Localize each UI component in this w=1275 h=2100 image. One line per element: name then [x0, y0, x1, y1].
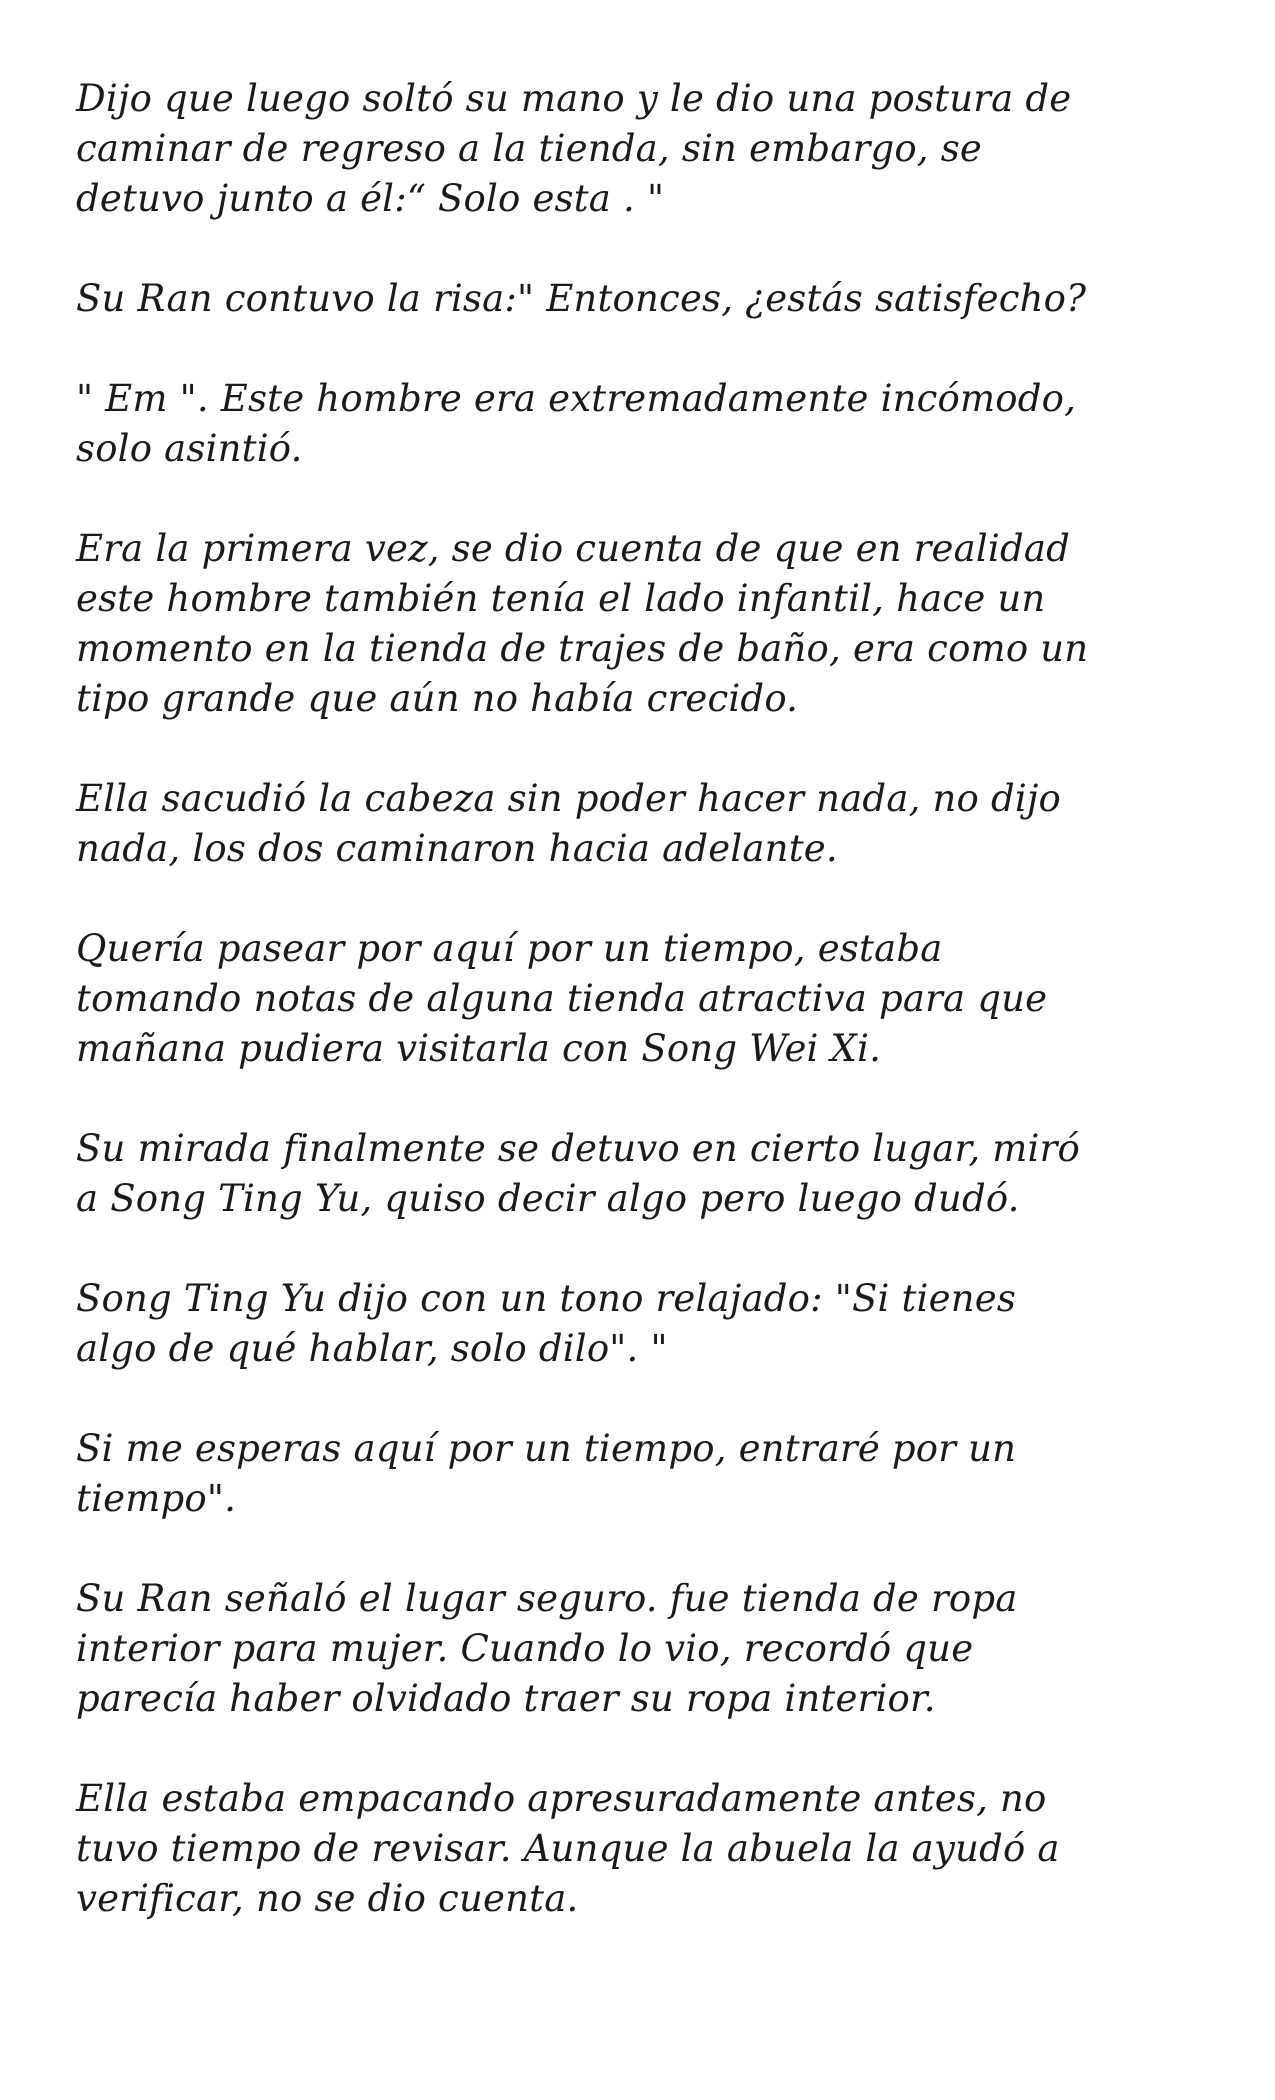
text-line: verificar, no se dio cuenta.	[76, 1877, 579, 1920]
paragraph	[76, 774, 1216, 874]
paragraph	[76, 1774, 1216, 1924]
text-line: este hombre también tenía el lado infantil, hace un	[76, 577, 1046, 620]
text-line: Dijo que luego soltó su mano y le dio una postura de	[76, 77, 1072, 120]
paragraph	[76, 374, 1216, 474]
paragraph	[76, 74, 1216, 224]
text-line: Si me esperas aquí por un tiempo, entraré por un	[76, 1427, 1017, 1470]
paragraph	[76, 1124, 1216, 1224]
text-line: tuvo tiempo de revisar. Aunque la abuela la ayudó a	[76, 1827, 1060, 1870]
text-line: algo de qué hablar, solo dilo". "	[76, 1327, 668, 1370]
paragraph	[76, 524, 1216, 724]
paragraph	[76, 274, 1216, 324]
text-line: momento en la tienda de trajes de baño, era como un	[76, 627, 1089, 670]
text-line: Su Ran señaló el lugar seguro. fue tienda de ropa	[76, 1577, 1018, 1620]
text-column	[76, 74, 1216, 1974]
text-line: Quería pasear por aquí por un tiempo, estaba	[76, 927, 943, 970]
text-line: " Em ". Este hombre era extremadamente incómodo,	[76, 377, 1077, 420]
text-line: mañana pudiera visitarla con Song Wei Xi.	[76, 1027, 882, 1070]
text-line: a Song Ting Yu, quiso decir algo pero luego dudó.	[76, 1177, 1020, 1220]
text-line: caminar de regreso a la tienda, sin embargo, se	[76, 127, 983, 170]
text-line: tipo grande que aún no había crecido.	[76, 677, 799, 720]
paragraph	[76, 1574, 1216, 1724]
text-line: Su mirada finalmente se detuvo en cierto lugar, miró	[76, 1127, 1080, 1170]
paragraph	[76, 1424, 1216, 1524]
text-line: Su Ran contuvo la risa:" Entonces, ¿estás satisfecho?	[76, 277, 1087, 320]
text-line: tomando notas de alguna tienda atractiva para que	[76, 977, 1048, 1020]
paragraph	[76, 1274, 1216, 1374]
text-line: parecía haber olvidado traer su ropa interior.	[76, 1677, 936, 1720]
text-line: Era la primera vez, se dio cuenta de que en realidad	[76, 527, 1070, 570]
text-line: solo asintió.	[76, 427, 303, 470]
text-line: nada, los dos caminaron hacia adelante.	[76, 827, 838, 870]
text-line: Song Ting Yu dijo con un tono relajado: "Si tienes	[76, 1277, 1017, 1320]
paragraph	[76, 924, 1216, 1074]
text-line: interior para mujer. Cuando lo vio, recordó que	[76, 1627, 974, 1670]
text-line: Ella estaba empacando apresuradamente antes, no	[76, 1777, 1047, 1820]
text-line: tiempo".	[76, 1477, 237, 1520]
text-line: detuvo junto a él:“ Solo esta . "	[76, 177, 665, 220]
text-line: Ella sacudió la cabeza sin poder hacer nada, no dijo	[76, 777, 1062, 820]
